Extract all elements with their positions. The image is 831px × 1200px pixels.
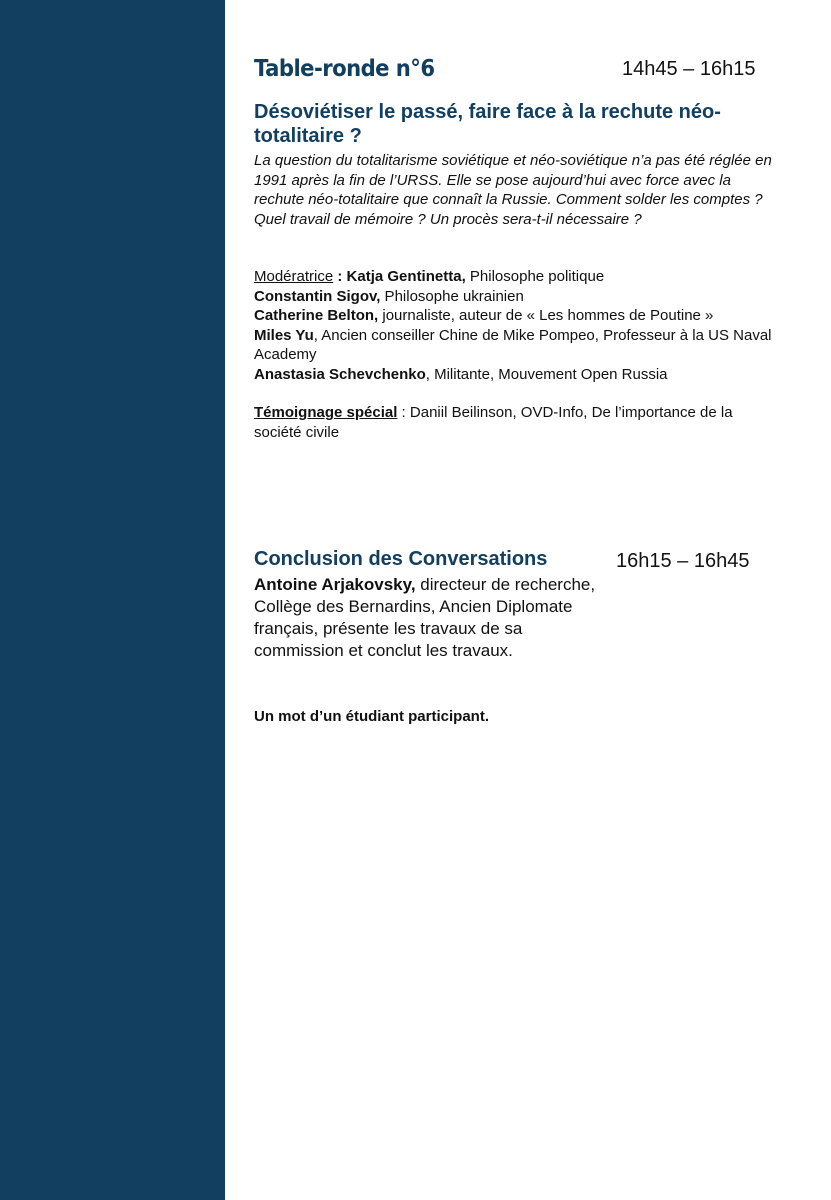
- roundtable-label: Table-ronde n°6: [254, 56, 435, 82]
- speaker-line: [254, 326, 774, 365]
- testimony-label: Témoignage spécial: [254, 404, 398, 421]
- speaker-name: Anastasia Schevchenko: [254, 365, 426, 383]
- speaker-description: Philosophe ukrainien: [380, 287, 524, 305]
- speaker-line: [254, 287, 774, 307]
- moderator-role: Modératrice: [254, 268, 334, 285]
- speaker-list: [254, 267, 774, 384]
- speaker-name: Constantin Sigov,: [254, 287, 381, 305]
- roundtable-time: 14h45 – 16h15: [622, 58, 756, 80]
- conclusion-speaker-text: directeur de recherche, Collège des Bernardins, Ancien Diplomate français, présente les travaux de sa commission et conclut les travaux.: [254, 575, 596, 660]
- speaker-name: Catherine Belton,: [254, 307, 379, 324]
- conclusion-speaker-name: Antoine Arjakovsky,: [254, 575, 416, 594]
- moderator-name: Katja Gentinetta,: [346, 268, 466, 285]
- testimony-text: : Daniil Beilinson, OVD-Info, De l’importance de la société civile: [254, 404, 733, 441]
- roundtable-header: [254, 56, 784, 90]
- student-note: Un mot d’un étudiant participant.: [254, 708, 489, 725]
- special-testimony: [254, 403, 774, 442]
- side-color-band: [0, 0, 225, 1200]
- conclusion-title: Conclusion des Conversations: [254, 548, 548, 570]
- session-title: Désoviétiser le passé, faire face à la rechute néo-totalitaire ?: [254, 101, 721, 147]
- conclusion-description: [254, 574, 599, 662]
- conclusion-time: 16h15 – 16h45: [616, 550, 750, 572]
- conclusion-header: [254, 548, 784, 576]
- speaker-line: [254, 306, 774, 326]
- speaker-description: , Militante, Mouvement Open Russia: [425, 365, 668, 383]
- moderator-line: [254, 267, 774, 287]
- speaker-description: , Ancien conseiller Chine de Mike Pompeo, Professeur à la US Naval Academy: [254, 326, 772, 363]
- session-abstract: La question du totalitarisme soviétique et néo-soviétique n’a pas été réglée en 1991 après la fin de l’URSS. Elle se pose aujourd’hui avec force avec la rechute néo-totalitaire que connaît la Russie. Comment solder les comptes ? Quel travail de mémoire ? Un procès sera-t-il nécessaire ?: [254, 152, 772, 228]
- speaker-description: journaliste, auteur de « Les hommes de Poutine »: [378, 307, 714, 324]
- speaker-name: Miles Yu: [254, 326, 314, 344]
- moderator-separator: :: [333, 268, 347, 285]
- speaker-line: [254, 365, 774, 385]
- moderator-description: Philosophe politique: [465, 268, 605, 285]
